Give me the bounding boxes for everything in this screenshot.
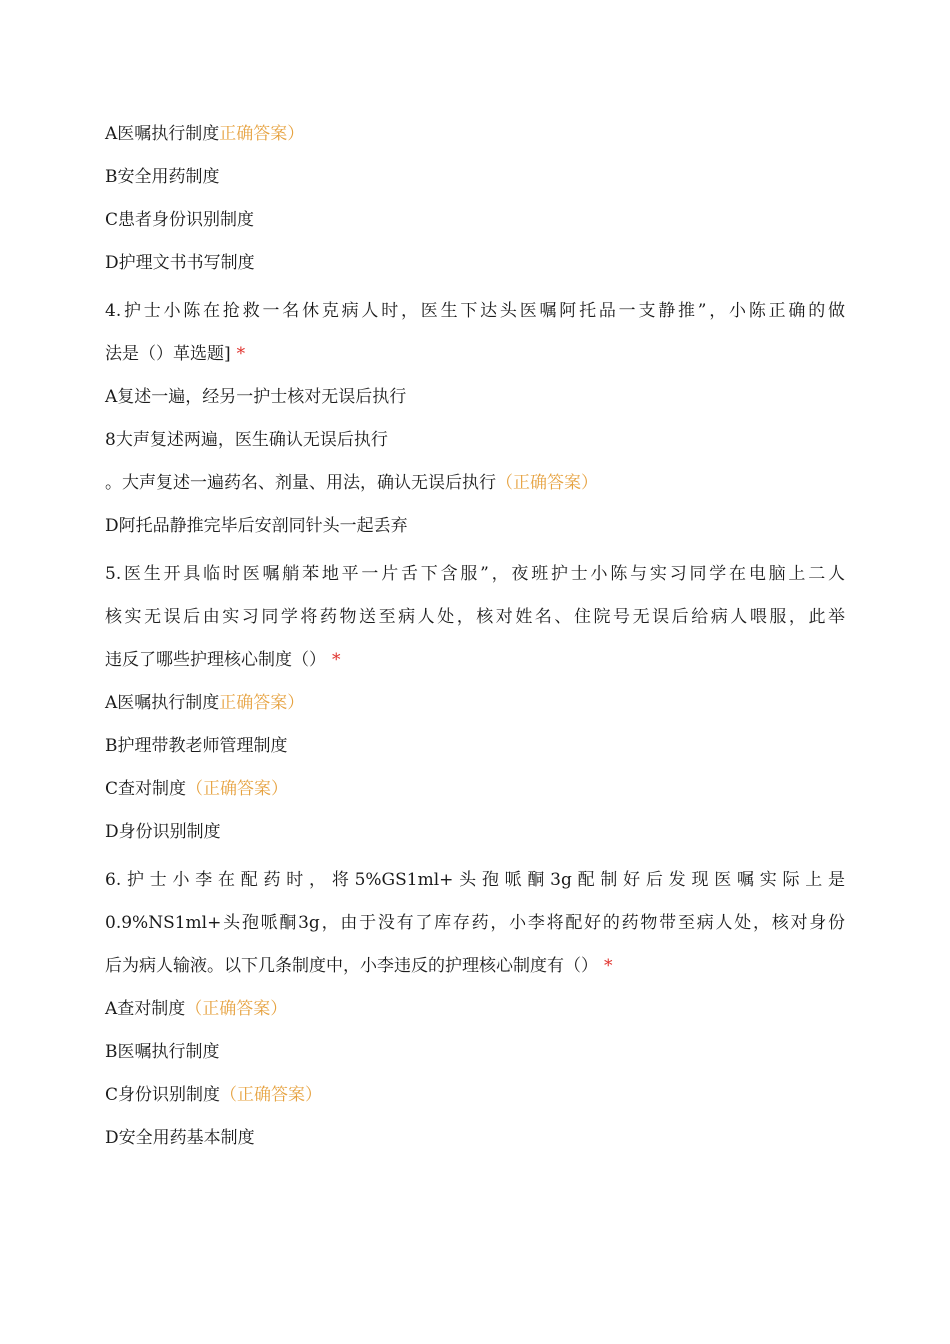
option-c: 。大声复述一遍药名、剂量、用法，确认无误后执行（正确答案） xyxy=(105,473,598,493)
correct-answer-label: （正确答案） xyxy=(220,1085,323,1105)
question-6-line-2: 0.9%NS1ml+头孢哌酮3g，由于没有了库存药，小李将配好的药物带至病人处，核对身份 xyxy=(105,913,845,933)
required-star: * xyxy=(332,650,341,670)
question-6-line-3: 后为病人输液。以下几条制度中，小李违反的护理核心制度有（） * xyxy=(105,956,613,976)
option-a: A复述一遍，经另一护士核对无误后执行 xyxy=(105,387,407,407)
correct-answer-label: 正确答案） xyxy=(219,693,305,713)
correct-answer-label: （正确答案） xyxy=(185,999,288,1019)
question-5-line-1: 5.医生开具临时医嘱艄苯地平一片舌下含服”，夜班护士小陈与实习同学在电脑上二人 xyxy=(105,564,845,584)
question-4-line-2: 法是（）革选题] * xyxy=(105,344,246,364)
option-c: C患者身份识别制度 xyxy=(105,210,255,230)
correct-answer-label: （正确答案） xyxy=(186,779,289,799)
question-5-line-3: 违反了哪些护理核心制度（） * xyxy=(105,650,341,670)
required-star: * xyxy=(604,956,613,976)
correct-answer-label: （正确答案） xyxy=(496,473,598,493)
option-d: D护理文书书写制度 xyxy=(105,253,255,273)
option-a: A医嘱执行制度正确答案） xyxy=(105,124,305,144)
question-4-line-1: 4.护士小陈在抢救一名休克病人时，医生下达头医嘱阿托品一支静推”，小陈正确的做 xyxy=(105,301,845,321)
required-star: * xyxy=(236,344,246,364)
option-c: C查对制度（正确答案） xyxy=(105,779,289,799)
option-b: B护理带教老师管理制度 xyxy=(105,736,288,756)
question-6 xyxy=(105,866,845,1152)
option-b: B安全用药制度 xyxy=(105,167,220,187)
option-b: B医嘱执行制度 xyxy=(105,1042,220,1062)
correct-answer-label: 正确答案） xyxy=(219,124,305,144)
document-page xyxy=(105,120,845,1167)
question-5 xyxy=(105,560,845,846)
option-a: A医嘱执行制度正确答案） xyxy=(105,693,305,713)
question-4 xyxy=(105,297,845,540)
option-d: D安全用药基本制度 xyxy=(105,1128,255,1148)
option-d: D身份识别制度 xyxy=(105,822,221,842)
option-b: 8大声复述两遍，医生确认无误后执行 xyxy=(105,430,388,450)
question-6-line-1: 6.护士小李在配药时，将5%GS1ml+头孢哌酮3g配制好后发现医嘱实际上是 xyxy=(105,870,845,890)
question-3-options xyxy=(105,120,845,277)
option-c: C身份识别制度（正确答案） xyxy=(105,1085,323,1105)
option-d: D阿托品静推完毕后安剖同针头一起丢弃 xyxy=(105,516,408,536)
question-5-line-2: 核实无误后由实习同学将药物送至病人处，核对姓名、住院号无误后给病人喂服，此举 xyxy=(105,607,845,627)
option-a: A查对制度（正确答案） xyxy=(105,999,288,1019)
